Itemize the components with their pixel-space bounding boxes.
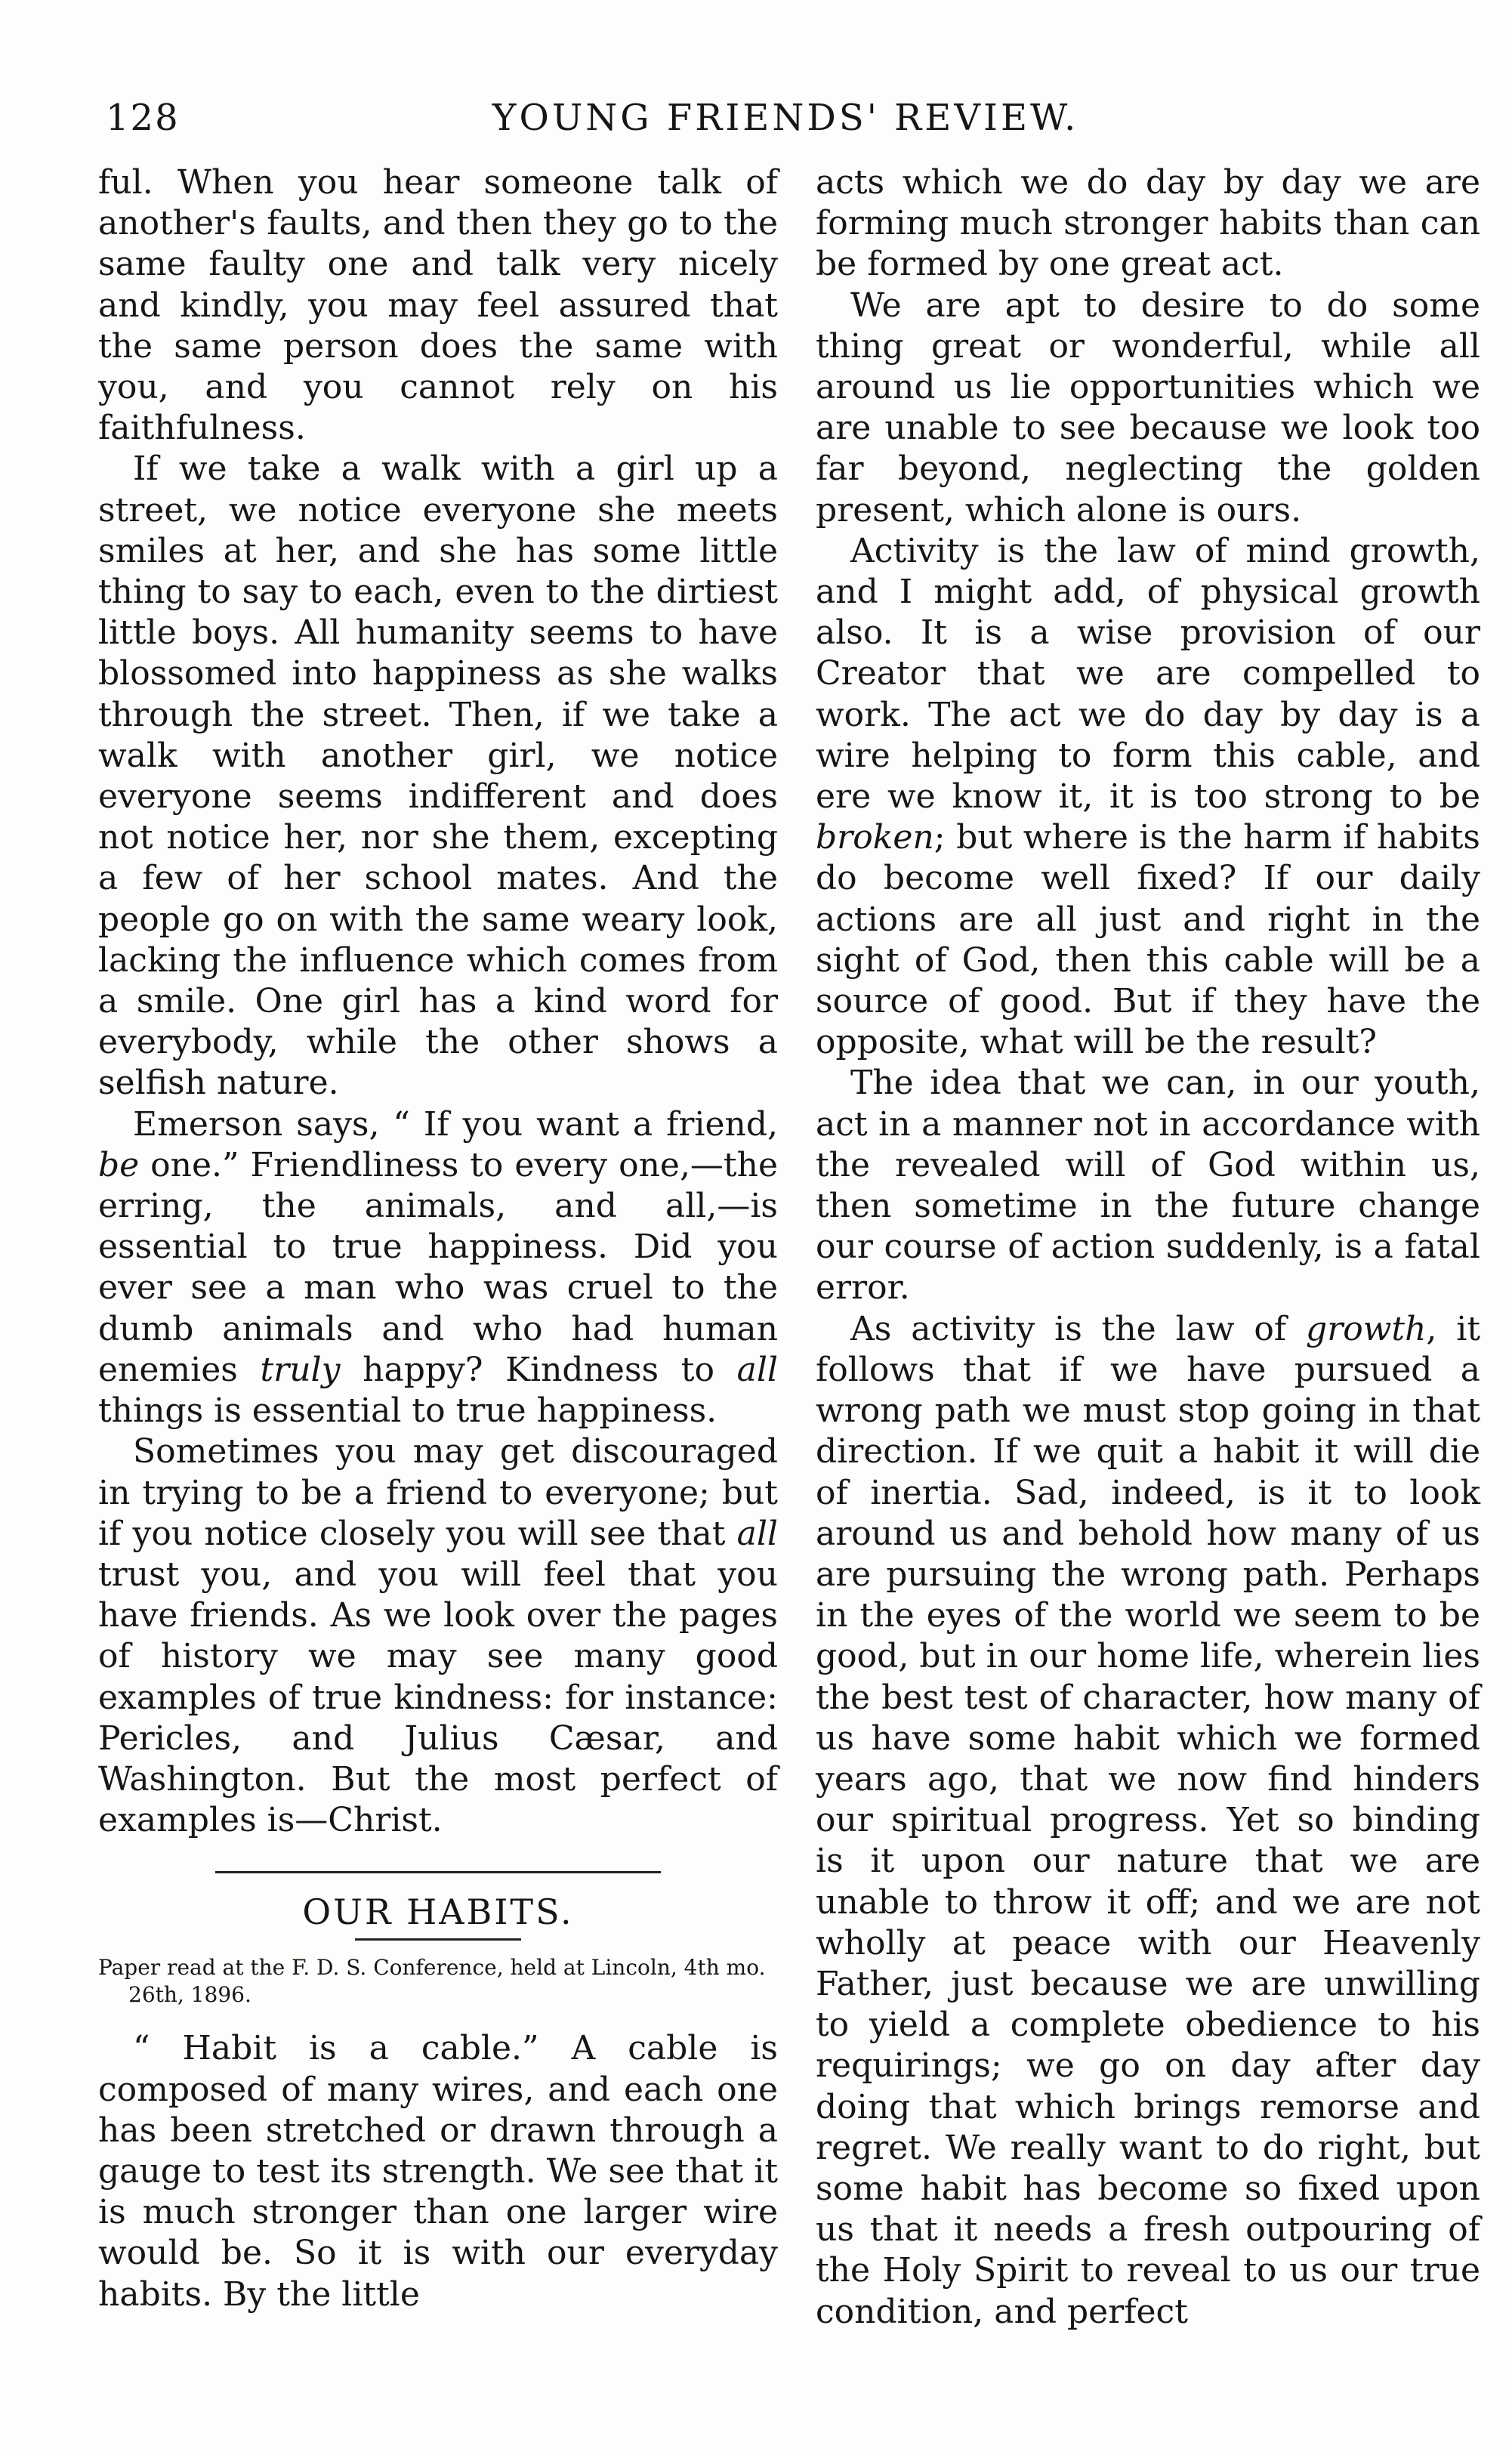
emphasis: all	[736, 1514, 778, 1553]
emphasis: all	[736, 1350, 779, 1389]
paragraph	[816, 531, 1480, 1064]
paragraph: acts which we do day by day we are forming much stronger habits than can be formed by one great act.	[816, 163, 1480, 284]
page-header	[83, 91, 1488, 151]
text-run: Sometimes you may get discouraged in trying to be a friend to everyone; but if you notice closely you will see that	[98, 1432, 778, 1553]
text-run: one.” Friendliness to every one,—the erring, the animals, and all,—is essential to true happiness. Did you ever see a man who was cruel to the dumb animals and who had human enemies	[98, 1145, 778, 1389]
emphasis: growth	[1306, 1309, 1427, 1348]
paragraph: If we take a walk with a girl up a street, we notice everyone she meets smiles at her, and she has some little thing to say to each, even to the dirtiest little boys. All humanity seems to have blossomed into happiness as she walks through the street. Then, if we take a walk with another girl, we notice everyone seems indifferent and does not notice her, nor she them, excepting a few of her school mates. And the people go on with the same weary look, lacking the influence which comes from a smile. One girl has a kind word for everybody, while the other shows a selfish nature.	[98, 449, 778, 1103]
article-note: Paper read at the F. D. S. Conference, held at Lincoln, 4th mo. 26th, 1896.	[98, 1955, 766, 2008]
running-title: YOUNG FRIENDS' REVIEW.	[492, 97, 1079, 139]
text-run: happy? Kindness to	[340, 1350, 737, 1389]
section-title: OUR HABITS.	[302, 1891, 574, 1933]
paragraph	[98, 1431, 778, 1841]
text-run: trust you, and you will feel that you have friends. As we look over the pages of history we may see many good examples of true kindness: for instance: Pericles, and Julius Cæsar, and Washington. But the most perfect of examples is—Christ.	[98, 1555, 778, 1840]
paragraph	[816, 1309, 1480, 2333]
text-run: Activity is the law of mind growth, and I might add, of physical growth also. It is a wise provision of our Creator that we are compelled to work. The act we do day by day is a wire helping to form this cable, and ere we know it, it is too strong to be	[816, 531, 1480, 817]
emphasis: broken	[816, 818, 934, 857]
title-underline	[355, 1938, 521, 1941]
emphasis: be	[98, 1145, 140, 1184]
paragraph	[98, 1104, 778, 1432]
left-column	[98, 162, 778, 2315]
paragraph: We are apt to desire to do some thing great or wonderful, while all around us lie opportunities which we are unable to see because we look too far beyond, neglecting the golden present, which alone is ours.	[816, 286, 1480, 530]
page-number: 128	[106, 97, 180, 139]
paragraph: “ Habit is a cable.” A cable is composed of many wires, and each one has been stretched or drawn through a gauge to test its strength. We see that it is much stronger than one larger wire would be. So it is with our everyday habits. By the little	[98, 2029, 778, 2314]
text-run: As activity is the law of	[850, 1309, 1307, 1348]
text-run: things is essential to true happiness.	[98, 1391, 717, 1431]
text-run: ; but where is the harm if habits do become well fixed? If our daily actions are all just and right in the sight of God, then this cable will be a source of good. But if they have the opposite, what will be the result?	[816, 818, 1480, 1062]
text-run: Emerson says, “ If you want a friend,	[133, 1104, 778, 1144]
section-divider	[215, 1871, 661, 1873]
text-run: , it follows that if we have pursued a wrong path we must stop going in that direction. If we quit a habit it will die of inertia. Sad, indeed, is it to look around us and behold how many of us are pursuing the wrong path. Perhaps in the eyes of the world we seem to be good, but in our home life, wherein lies the best test of character, how many of us have some habit which we formed years ago, that we now find hinders our spiritual progress. Yet so binding is it upon our nature that we are unable to throw it off; and we are not wholly at peace with our Heavenly Father, just because we are unwilling to yield a complete obedience to his requirings; we go on day after day doing that which brings remorse and regret. We really want to do right, but some habit has become so fixed upon us that it needs a fresh outpouring of the Holy Spirit to reveal to us our true condition, and perfect	[816, 1309, 1480, 2331]
paragraph: The idea that we can, in our youth, act in a manner not in accordance with the revealed will of God within us, then sometime in the future change our course of action suddenly, is a fatal error.	[816, 1064, 1480, 1308]
paragraph: ful. When you hear someone talk of another's faults, and then they go to the same faulty one and talk very nicely and kindly, you may feel assured that the same person does the same with you, and you cannot rely on his faithfulness.	[98, 163, 778, 448]
right-column	[816, 162, 1480, 2333]
emphasis: truly	[260, 1350, 341, 1389]
